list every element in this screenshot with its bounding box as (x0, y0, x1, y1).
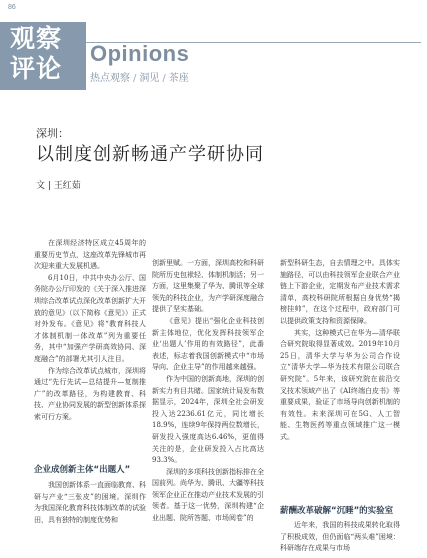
section-title-english: Opinions (90, 41, 190, 66)
page-number: 86 (8, 4, 16, 11)
paragraph: 近年来，我国的科技成果转化取得了积极成效，但仍面临“两头难”困境：科研端存在成果与市场 (280, 521, 400, 553)
section-title-line1: 观察 (10, 24, 63, 53)
paragraph: 创新里赋。一方面，深圳高校和科研院所历史包袱轻、体制机制活；另一方面，这里集聚了华为、腾讯等全球领先的科技企业，为产学研深度融合提供了坚实基础。 (152, 259, 264, 314)
subnav-item-insight: 洞见 (139, 73, 160, 84)
section-heading-1: 企业成创新主体“出题人” (34, 465, 131, 475)
body-column-2 (152, 258, 264, 525)
paragraph: 深圳的多项科技创新指标排在全国前列。尚华为、腾讯、大疆等科技领军企业正在推动产业技术发展的引领者。基于这一优势，深圳构建“企业出题、院所答题、市场阅卷”的 (152, 467, 264, 523)
paragraph: 作为中国的创新高地，深圳的创新实力有目共睹。国家统计局发布数据显示，2024年，深圳全社会研发投入达2236.61亿元，同比增长18.9%，连续9年保持两位数增长，研发投入强度高达6.46%，更值得关注的是，企业研发投入占比高达93.3%。 (152, 374, 264, 465)
body-column-1 (34, 238, 146, 424)
paragraph: 《意见》提出“强化企业科技创新主体地位，优化发挥科技领军企业‘出题人’作用的有效路径”，此番表述，标志着我国创新模式中“市场导向、企业主导”的作用越来越强。 (152, 316, 264, 372)
article-byline: 文 | 王红茹 (36, 181, 81, 191)
paragraph: 我国创新体系一直面临教育、科研与产业“三张皮”的困境。深圳作为我国深化教育科技体制改革的试验田，具有独特的制度优势和 (34, 481, 146, 524)
paragraph: 新型科研生态，自去情理之中。具体实施路径，可以由科技领军企业联合产业链上下游企业，定期发布产业技术需求清单，高校科研院所根据自身优势“揭榜挂帅”，在这个过程中，政府部门可以提供政策支持和资源保障。 (280, 259, 400, 325)
article-kicker: 深圳： (36, 127, 69, 140)
section-title-chinese (10, 24, 88, 84)
paragraph: 6月10日，中共中央办公厅、国务院办公厅印发的《关于深入推进深圳综合改革试点深化改革创新扩大开放的意见》（以下简称《意见》）正式对外发布。《意见》将“教育科技人才体制机制一体改革”列为重要任务，其中“加强产学研高效协同、深度融合”的部署尤其引人注目。 (34, 273, 146, 363)
subnav-separator: / (133, 73, 137, 84)
subnav-item-hot: 热点观察 (90, 73, 130, 84)
article-headline: 以制度创新畅通产学研协同 (36, 144, 264, 165)
paragraph: 作为综合改革试点城市，深圳将通过“先行先试—总结提升—复制推广”的改革路径，为构建教育、科技、产业协同发展的新型创新体系探索可行方案。 (34, 366, 146, 421)
paragraph: 其实，这种模式已在华为—清华联合研究院取得显著成效。2019年10月25日，清华大学与华为公司合作设立“清华大学—华为技术有限公司联合研究院”。5年来，该研究院在前沿交叉技术领域产出了《AI终端白皮书》等重要成果，验证了市场导向创新机制的有效性。未来深圳可在5G、人工智能、生物医药等重点领域推广这一模式。 (280, 328, 400, 441)
section-heading-2: 薪酬改革破解“沉睡”的实验室 (280, 506, 394, 516)
subnav-separator: / (162, 73, 166, 84)
subnav-item-teahouse: 茶座 (168, 73, 189, 84)
section-1-body (34, 480, 146, 526)
section-title-line2: 评论 (10, 54, 63, 83)
body-column-3 (280, 258, 400, 444)
column-subnav (90, 69, 189, 84)
section-2-body (280, 520, 400, 555)
paragraph: 在深圳经济特区成立45周年的重要历史节点，这座改革先锋城市再次迎来重大发展机遇。 (34, 239, 146, 271)
